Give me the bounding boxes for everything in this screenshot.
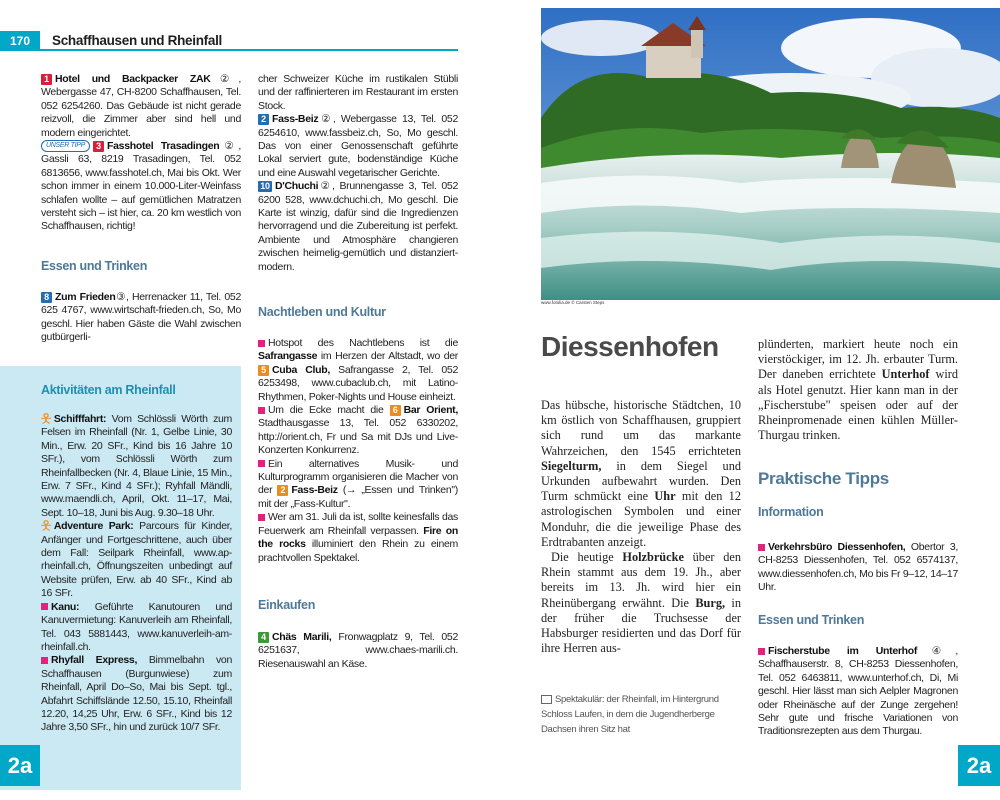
listing-name: Chäs Marili,: [272, 631, 332, 643]
activity-text: Vom Schlössli Wörth zum Felsen im Rheinfall (Nr. 1, Gelbe Linie, 30 Min., Erw. 20 SFr., Kind bis 16 Jahre 10 SFr.), vom Schlössli Wörth zum Rheinfallbecken (Nr. 4, Blaue Linie, 15 Min., Erw. 7 SFr., Kind 4 SFr.); Ryhfall Mändli, www.maendli.ch, April, Okt. 11–17, Mai, Sept. 10–18, Juni bis Aug. 9.30–18 Uhr.: [41, 413, 232, 519]
listing-text: , Webergasse 47, CH-8200 Schaffhausen, Tel. 052 6254260. Das Gebäude ist nicht gerade reizvoll, die Zimmer aber sind hell und modern eingerichtet.: [41, 73, 241, 139]
activity-rhyfall-express: [41, 654, 232, 734]
diessenhofen-col-1: [541, 398, 741, 656]
listing-name: Fass-Beiz: [272, 113, 319, 126]
listing-name: Bar Orient,: [403, 404, 459, 417]
text: in der früher die Truchsesse der Habsburger residierten und das Dorf für ihre Herren aus-: [541, 595, 741, 656]
map-number-badge: 3: [93, 141, 104, 152]
text: wird als Hotel genutzt. Hier kann man in der „Fischerstube" speisen oder auf der Rheinpromenade einen kühlen Müller-Thurgau trinken.: [758, 367, 958, 443]
activities-list: [41, 413, 232, 735]
text: Um die Ecke macht die: [268, 404, 390, 417]
bold-text: Unterhof: [881, 367, 930, 382]
night-fire-on-the-rocks: [258, 511, 458, 565]
text: in dem Siegel und Urkunden aufbewahrt wurden. Den Turm schmückt eine: [541, 458, 741, 504]
unser-tipp-badge: UNSER TIPP: [41, 140, 90, 152]
activity-text: Parcours für Kinder, Anfänger und Fortgeschrittene, auch über dem Fall: Seilpark Rheinfall, www.ap-rheinfall.ch, Öffnungszeiten unbedingt auf Website prüfen, Erw. ab 40 SFr., Kind ab 16 SFr.: [41, 520, 232, 600]
bold-text: Holzbrücke: [622, 550, 684, 565]
listing-fass-beiz: [258, 113, 458, 180]
activity-text: Geführte Kanutouren und Kanuvermietung: Kanuverleih am Rheinfall, Tel. 043 5881443, www.kanuverleih-am-rheinfall.ch.: [41, 600, 232, 653]
person-icon: 웃: [41, 520, 51, 533]
text: Hotspot des Nachtlebens ist die: [268, 337, 458, 349]
listing-fischerstube: [758, 645, 958, 739]
left-column-1-lower: [41, 291, 241, 345]
bullet-square-icon: [41, 657, 48, 664]
text: illuminiert den Rhein zu einem prachtvollen Spektakel.: [258, 538, 458, 564]
paragraph: [541, 398, 741, 550]
listing-name: D'Chuchi: [275, 180, 319, 193]
caption-text: Spektakulär: der Rheinfall, im Hintergrund Schloss Laufen, in dem die Jugendherberge Dachsen ihren Sitz hat: [541, 694, 719, 735]
photo-credit: www.fotolia.de © Carsten Steps: [541, 300, 605, 305]
activity-name: Rhyfall Express,: [51, 654, 138, 667]
bold-text: Uhr: [654, 489, 676, 504]
bullet-square-icon: [258, 460, 265, 467]
listing-name: Fasshotel Trasadingen: [107, 140, 220, 153]
header-rule: [40, 49, 458, 51]
left-column-1: [41, 73, 241, 234]
map-number-badge: 2: [258, 114, 269, 125]
map-number-badge: 5: [258, 365, 269, 376]
listing-name: Zum Frieden: [55, 291, 116, 303]
text: über den Rhein stammt aus dem 19. Jh., aber bereits im 13. Jh. wird hier ein Rheinübergang erwähnt. Die: [541, 550, 741, 610]
listing-text: , Herrenacker 11, Tel. 052 625 4767, www.wirtschaft-frieden.ch, So, Mo geschl. Hier haben Gäste die Wahl zwischen gutbürgerli-: [41, 291, 241, 344]
running-head: Schaffhausen und Rheinfall: [52, 33, 222, 48]
info-verkehrsbuero: [758, 541, 958, 595]
listing-name: Cuba Club,: [272, 363, 330, 376]
diessenhofen-col-2: [758, 337, 958, 443]
price-rating: ④: [917, 645, 956, 657]
heading-essen-und-trinken-2: Essen und Trinken: [758, 613, 865, 627]
text: mit den 12 astrologischen Symbolen und einer Monduhr, die die jeweilige Phase des Erdtrabanten anzeigt.: [541, 489, 741, 549]
heading-aktivitaeten: Aktivitäten am Rheinfall: [41, 383, 176, 397]
listing-name: Verkehrsbüro Diessenhofen,: [768, 541, 906, 553]
photo-caption: [541, 692, 741, 737]
paragraph: [758, 337, 958, 443]
listing-name: Fischerstube im Unterhof: [768, 645, 918, 657]
listing-fasshotel: [41, 140, 241, 234]
nightlife-list: [258, 337, 458, 565]
text: Safrangasse 2, Tel. 052 6253498, www.cubaclub.ch, mit Latino-Rhythmen, Poker-Nights und House einheizt.: [258, 363, 458, 403]
bullet-square-icon: [258, 340, 265, 347]
activity-schifffahrt: [41, 413, 232, 520]
heading-nachtleben: Nachtleben und Kultur: [258, 305, 386, 319]
bold-text: Fire on the rocks: [258, 524, 458, 551]
price-rating: ②: [318, 180, 332, 193]
bullet-square-icon: [258, 514, 265, 521]
listing-text: , Webergasse 13, Tel. 052 6254610, www.fassbeiz.ch, So, Mo geschl. Das von einer Genossenschaft geführte Lokal serviert gute, bodenständige Küche und eine Auswahl vegetarischer Gerichte.: [258, 113, 458, 179]
rheinfall-photo: [541, 8, 1000, 300]
heading-einkaufen: Einkaufen: [258, 598, 316, 612]
activity-text: Bimmelbahn von Schaffhausen (Burgunwiese) zum Rheinfall, April Do–So, Mai bis Sept. tgl., Abfahrt Schiffsländе 12.50, 15.10, Rheinfall 12.20, 14,25 Uhr, Erw. 6 SFr., Kind bis 12 Jahre 3,50 SFr., hin und zurück 10/7 SFr.: [41, 654, 232, 734]
activity-name: Kanu:: [51, 600, 80, 613]
text: Das hübsche, historische Städtchen, 10 km östlich von Schaffhausen, gruppiert sich rund um das markante Wahrzeichen, den 1545 errichteten: [541, 398, 741, 458]
activity-name: Adventure Park:: [53, 520, 134, 533]
activity-name: Schifffahrt:: [53, 413, 107, 425]
bold-text: Siegelturm,: [541, 458, 602, 473]
bullet-square-icon: [758, 544, 765, 551]
bullet-square-icon: [758, 648, 765, 655]
paragraph: [541, 550, 741, 656]
listing-text: Obertor 3, CH-8253 Diessenhofen, Tel. 052 6574137, www.diessenhofen.ch, Mo bis Fr 9–12, 14–17 Uhr.: [758, 541, 958, 594]
listing-dchuchi: [258, 180, 458, 274]
left-column-2: [258, 73, 458, 274]
text: Stadthausgasse 13, Tel. 052 6330202, http://orient.ch, Fr und Sa mit DJs und Live-Konzerten Konkurrenz.: [258, 417, 458, 457]
listing-name: Fass-Beiz: [291, 484, 338, 497]
person-icon: 웃: [41, 413, 51, 425]
listing-hotel-zak: [41, 73, 241, 140]
heading-praktische-tipps: Praktische Tipps: [758, 469, 889, 488]
listing-text: , Gassli 63, 8219 Trasadingen, Tel. 052 6813656, www.fasshotel.ch, Mai bis Okt. Wer schon immer in einem 10.000-Liter-Weinfass schlafen wollte – auf gemütlichen Matratzen versteht sich – ist hier, ca. 20 km westlich von Schaffhausen, richtig!: [41, 140, 241, 233]
price-rating: ②: [318, 113, 333, 126]
listing-name: Hotel und Backpacker ZAK: [55, 73, 211, 85]
eat-list: [758, 645, 958, 739]
city-title: Diessenhofen: [541, 331, 719, 362]
text: Wer am 31. Juli da ist, sollte keinesfalls das Feuerwerk am Rheinfall verpassen.: [258, 511, 458, 537]
bullet-square-icon: [258, 407, 265, 414]
section-tab-right: 2a: [958, 745, 1000, 786]
continued-text: cher Schweizer Küche im rustikalen Stübli und der raffinierteren im Restaurant im ersten Stock.: [258, 73, 458, 112]
map-number-badge: 6: [390, 405, 401, 416]
bold-text: Burg,: [695, 595, 726, 610]
text: Ein alternatives Musik- und Kulturprogramm organisieren die Macher von der: [258, 457, 458, 497]
map-number-badge: 10: [258, 181, 272, 192]
night-safrangasse: [258, 337, 458, 404]
price-rating: ③: [115, 291, 127, 303]
camera-icon: [541, 695, 552, 704]
text: Die heutige: [551, 550, 623, 565]
page-number: 170: [0, 31, 40, 51]
shopping-list: [258, 631, 458, 671]
info-list: [758, 541, 958, 595]
rheinfall-photo-drawing: [541, 8, 1000, 300]
activity-kanu: [41, 601, 232, 655]
listing-text: , Brunnengasse 3, Tel. 052 6200 528, www.dchuchi.ch, Mo geschl. Die Karte ist winzig, dafür sind die Ingredienzen hervorragend und die Zubereitung ist perfekt. Ambiente und Atmosphäre changieren zwischen heimelig-gemütlich und distanziert-modern.: [258, 180, 458, 273]
section-tab-left: 2a: [0, 745, 40, 786]
bullet-square-icon: [41, 603, 48, 610]
price-rating: ②: [210, 73, 239, 85]
heading-essen-und-trinken: Essen und Trinken: [41, 259, 148, 273]
map-number-badge: 2: [277, 485, 288, 496]
listing-zum-frieden: [41, 291, 241, 345]
map-number-badge: 4: [258, 632, 269, 643]
map-number-badge: 1: [41, 74, 52, 85]
listing-text: , Schaffhauserstr. 8, CH-8253 Diessenhofen, Tel. 052 6463811, www.unterhof.ch, Di, Mi geschl. Hier lässt man sich Aelpler Magronen oder Rheinäsche auf der Zunge zergehen! Sehr gute und frische Variationen von Traditionsrezepten aus dem Thurgau.: [758, 645, 958, 738]
listing-text: Fronwagplatz 9, Tel. 052 6251637, www.chaes-marili.ch. Riesenauswahl an Käse.: [258, 631, 458, 670]
text: im Herzen der Altstadt, wo der: [317, 350, 458, 363]
text: plünderten, markiert heute noch ein vierstöckiger, im 12. Jh. erbauter Turm. Der daneben errichtete: [758, 337, 958, 382]
text: (→ „Essen und Trinken") mit der „Fass-Kultur".: [258, 484, 458, 510]
map-number-badge: 8: [41, 292, 52, 303]
night-fass-kultur: [258, 458, 458, 512]
price-rating: ②: [219, 140, 239, 153]
bold-text: Safrangasse: [258, 350, 318, 363]
heading-information: Information: [758, 505, 824, 519]
activity-adventure-park: [41, 520, 232, 600]
listing-chaes-marili: [258, 631, 458, 671]
night-bar-orient: [258, 404, 458, 458]
